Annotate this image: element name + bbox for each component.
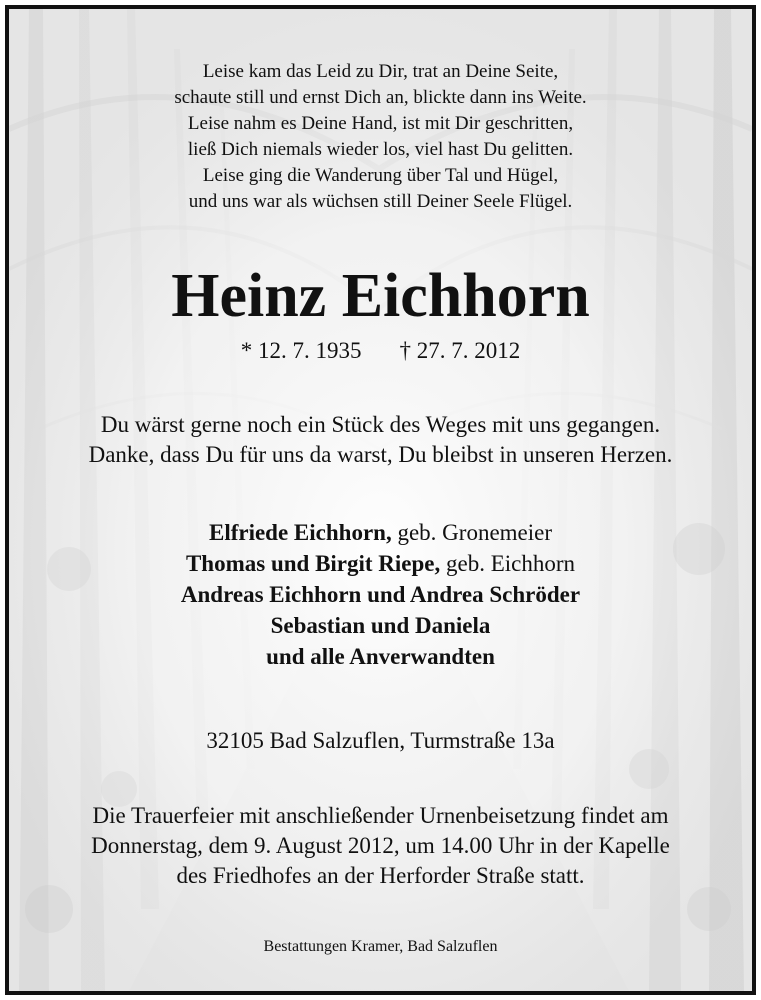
farewell-line: Danke, dass Du für uns da warst, Du bleibst in unseren Herzen. — [88, 442, 673, 467]
mourner-line — [9, 641, 752, 672]
mourner-line — [9, 610, 752, 641]
mourner-line — [9, 517, 752, 548]
farewell-line: Du wärst gerne noch ein Stück des Weges mit uns gegangen. — [100, 412, 661, 437]
mourners-list — [9, 517, 752, 672]
mourner-note: geb. Gronemeier — [391, 520, 553, 545]
service-line: Donnerstag, dem 9. August 2012, um 14.00 Uhr in der Kapelle — [91, 833, 670, 858]
poem-line: ließ Dich niemals wieder los, viel hast Du gelitten. — [187, 139, 574, 160]
family-address: 32105 Bad Salzuflen, Turmstraße 13a — [206, 728, 555, 753]
mourner-name: Thomas und Birgit Riepe, — [185, 551, 441, 576]
obituary-frame — [5, 5, 756, 995]
poem — [9, 59, 752, 215]
mourner-line — [9, 548, 752, 579]
mourner-note: geb. Eichhorn — [440, 551, 576, 576]
undertaker-credit: Bestattungen Kramer, Bad Salzuflen — [263, 938, 498, 955]
mourner-name: Sebastian und Daniela — [270, 613, 491, 638]
funeral-service-info — [9, 801, 752, 891]
birth-date: * 12. 7. 1935 — [240, 338, 362, 363]
mourner-line — [9, 579, 752, 610]
mourner-name: Andreas Eichhorn und Andrea Schröder — [180, 582, 581, 607]
obituary-content — [9, 9, 752, 991]
farewell-text — [9, 410, 752, 470]
poem-line: Leise kam das Leid zu Dir, trat an Deine Seite, — [202, 61, 559, 82]
life-dates — [9, 337, 752, 365]
mourner-name: Elfriede Eichhorn, — [208, 520, 392, 545]
death-date: † 27. 7. 2012 — [399, 338, 521, 363]
poem-line: Leise nahm es Deine Hand, ist mit Dir geschritten, — [187, 113, 574, 134]
poem-line: Leise ging die Wanderung über Tal und Hügel, — [202, 165, 559, 186]
service-line: des Friedhofes an der Herforder Straße statt. — [176, 863, 585, 888]
mourner-name: und alle Anverwandten — [266, 644, 495, 669]
service-line: Die Trauerfeier mit anschließender Urnenbeisetzung findet am — [92, 803, 669, 828]
poem-line: schaute still und ernst Dich an, blickte dann ins Weite. — [174, 87, 587, 108]
poem-line: und uns war als wüchsen still Deiner Seele Flügel. — [188, 191, 573, 212]
deceased-name: Heinz Eichhorn — [171, 262, 590, 330]
